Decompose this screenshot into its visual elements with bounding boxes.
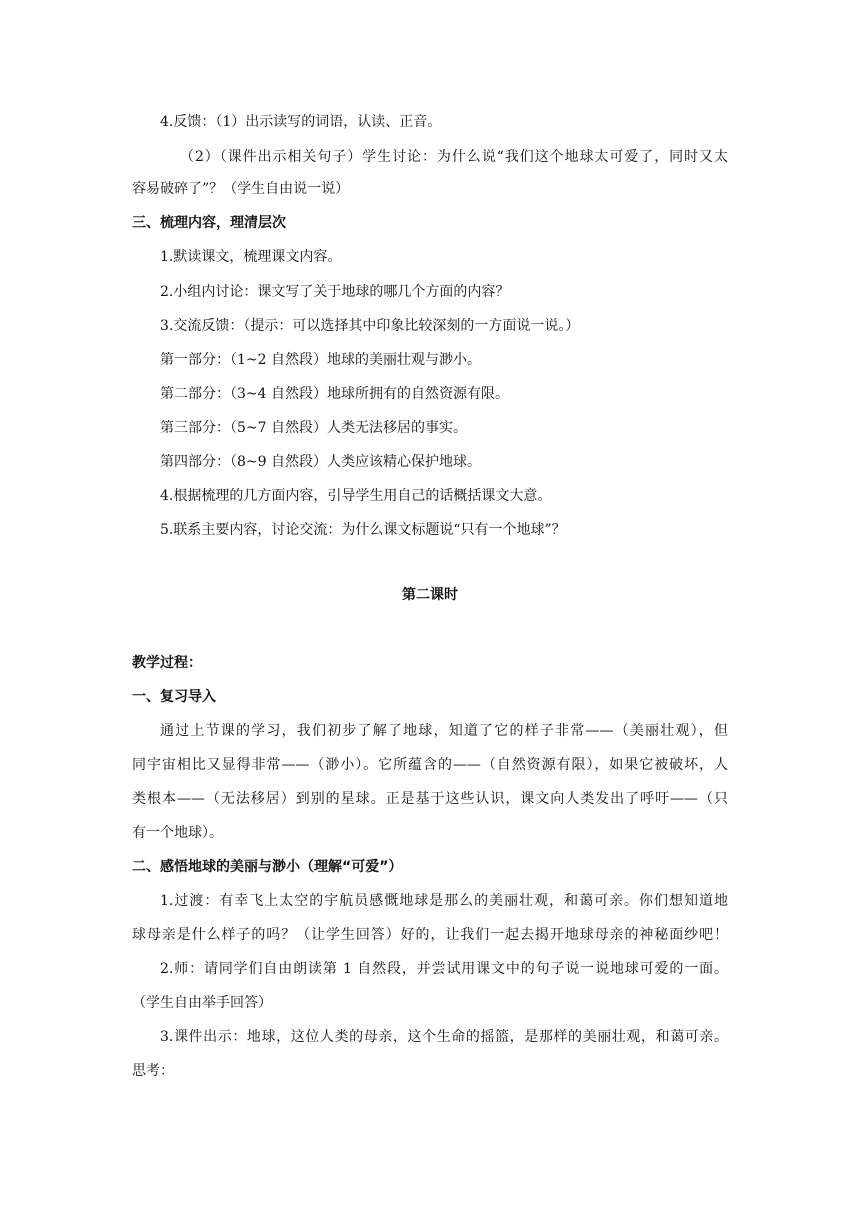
beauty-item-3-line-2: 思考： bbox=[132, 1063, 174, 1079]
section3-item-1: 1.默读课文，梳理课文内容。 bbox=[160, 249, 342, 265]
review-paragraph-line-2: 同宇宙相比又显得非常——（渺小）。它所蕴含的——（自然资源有限），如果它被破坏，人 bbox=[132, 757, 728, 773]
beauty-item-1-line-2: 球母亲是什么样子的吗？（让学生回答）好的，让我们一起去揭开地球母亲的神秘面纱吧！ bbox=[132, 927, 728, 943]
section3-item-2: 2.小组内讨论：课文写了关于地球的哪几个方面的内容？ bbox=[160, 284, 510, 300]
review-paragraph-line-3: 类根本——（无法移居）到别的星球。正是基于这些认识，课文向人类发出了呼吁——（只 bbox=[132, 791, 728, 807]
section3-part-1: 第一部分：（1~2 自然段）地球的美丽壮观与渺小。 bbox=[160, 352, 481, 368]
section-heading-beauty: 二、感悟地球的美丽与渺小（理解“可爱”） bbox=[132, 859, 403, 875]
beauty-item-1-line-1: 1.过渡：有幸飞上太空的宇航员感慨地球是那么的美丽壮观，和蔼可亲。你们想知道地 bbox=[160, 893, 728, 909]
section3-part-4: 第四部分：（8~9 自然段）人类应该精心保护地球。 bbox=[160, 454, 481, 470]
section3-part-2: 第二部分：（3~4 自然段）地球所拥有的自然资源有限。 bbox=[160, 386, 509, 402]
section3-item-3: 3.交流反馈：（提示：可以选择其中印象比较深刻的一方面说一说。） bbox=[160, 318, 580, 334]
section3-part-3: 第三部分：（5~7 自然段）人类无法移居的事实。 bbox=[160, 420, 467, 436]
section3-item-5: 5.联系主要内容，讨论交流：为什么课文标题说“只有一个地球”？ bbox=[160, 522, 566, 538]
feedback-item-2-line-2: 容易破碎了”？（学生自由说一说） bbox=[132, 181, 350, 197]
section-heading-review: 一、复习导入 bbox=[132, 689, 216, 705]
review-paragraph-line-4: 有一个地球）。 bbox=[132, 825, 223, 841]
lesson-title: 第二课时 bbox=[402, 587, 458, 603]
section3-item-4: 4.根据梳理的几方面内容，引导学生用自己的话概括课文大意。 bbox=[160, 488, 552, 504]
feedback-item-1: 4.反馈：（1）出示读写的词语，认读、正音。 bbox=[160, 114, 442, 130]
beauty-item-3-line-1: 3.课件出示：地球，这位人类的母亲，这个生命的摇篮，是那样的美丽壮观，和蔼可亲。 bbox=[160, 1029, 728, 1045]
section-heading-3: 三、梳理内容，理清层次 bbox=[132, 215, 286, 231]
teaching-process-heading: 教学过程： bbox=[132, 655, 202, 671]
beauty-item-2-line-2: （学生自由举手回答） bbox=[132, 995, 272, 1011]
review-paragraph-line-1: 通过上节课的学习，我们初步了解了地球，知道了它的样子非常——（美丽壮观），但 bbox=[160, 723, 728, 739]
beauty-item-2-line-1: 2.师：请同学们自由朗读第 1 自然段，并尝试用课文中的句子说一说地球可爱的一面。 bbox=[160, 961, 728, 977]
feedback-item-2-line-1: （2）（课件出示相关句子）学生讨论：为什么说“我们这个地球太可爱了，同时又太 bbox=[180, 149, 728, 165]
